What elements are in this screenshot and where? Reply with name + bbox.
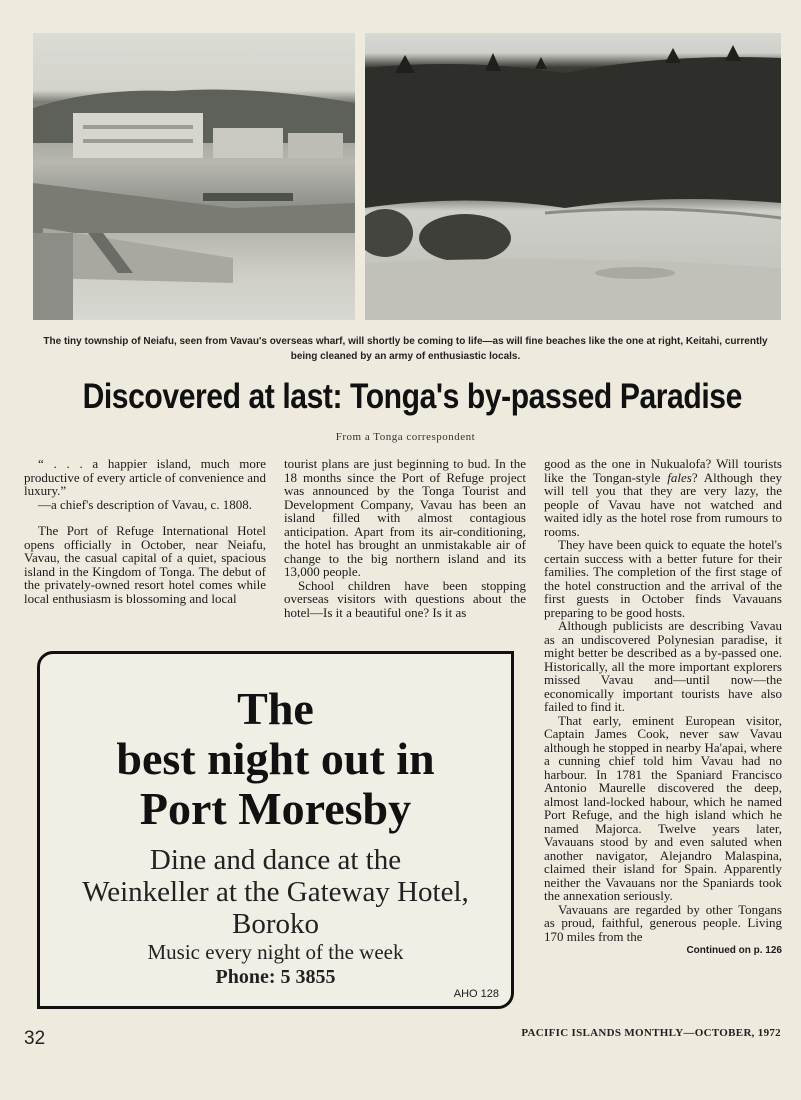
photo-keitahi-beach bbox=[365, 33, 781, 320]
ad-title-line-1: The bbox=[237, 683, 314, 734]
ad-line-venue: Weinkeller at the Gateway Hotel, bbox=[82, 876, 469, 908]
article-paragraph: Vavauans are regarded by other Tongans as proud, faithful, generous people. Living 170 miles from the bbox=[544, 901, 782, 944]
byline: From a Tonga correspondent bbox=[335, 431, 476, 443]
headline: Discovered at last: Tonga's by-passed Paradise bbox=[82, 377, 742, 416]
continued-notice: Continued on p. 126 bbox=[686, 945, 782, 956]
article-paragraph: The Port of Refuge International Hotel opens officially in October, near Neiafu, Vavau, the casual capital of a quiet, spacious island in the Kingdom of Tonga. The debut of the privately-owned resort hotel comes while local enthusiasm is blossoming and local bbox=[24, 523, 266, 606]
ad-line-dine: Dine and dance at the bbox=[149, 844, 402, 876]
photo-neiafu-wharf-illustration bbox=[33, 33, 355, 320]
ad-line-music: Music every night of the week bbox=[147, 940, 404, 964]
article-text: ? Although they will tell you that they are very lazy, the people of Vavau have not watched and waited idly as the hotel rose from rumours to rooms. bbox=[544, 469, 782, 539]
ad-title-line-3: Port Moresby bbox=[139, 783, 412, 834]
article-italic-word: fales bbox=[667, 469, 692, 485]
article-column-3 bbox=[544, 457, 782, 958]
advertisement-box bbox=[37, 651, 514, 1009]
page-number: 32 bbox=[24, 1028, 46, 1049]
article-column-1 bbox=[24, 457, 266, 605]
article-column-2 bbox=[284, 457, 526, 619]
ad-title-line-2: best night out in bbox=[116, 733, 435, 784]
photo-keitahi-beach-illustration bbox=[365, 33, 781, 320]
ad-line-location: Boroko bbox=[232, 908, 319, 940]
article-paragraph: Although publicists are describing Vavau as an undiscovered Polynesian paradise, it might better be described as a by-passed one. Historically, all the more important explorers missed Vavau and—until now—the economically important tourists have also failed to find it. bbox=[544, 618, 782, 714]
running-footer: PACIFIC ISLANDS MONTHLY—OCTOBER, 1972 bbox=[521, 1027, 781, 1039]
epigraph-source: —a chief's description of Vavau, c. 1808. bbox=[38, 496, 253, 512]
article-text: good as the one in Nukualofa? Will tourists like the Tongan-style bbox=[544, 456, 782, 485]
ad-phone: Phone: 5 3855 bbox=[215, 966, 336, 988]
article-paragraph: School children have been stopping overseas visitors with questions about the hotel—Is it a beautiful one? Is it as bbox=[284, 577, 526, 620]
article-paragraph: tourist plans are just beginning to bud. In the 18 months since the Port of Refuge project was announced by the Tonga Tourist and Development Company, Vavau has been an island filled with almost contagious anticipation. Apart from its air-conditioning, the hotel has brought an unmistakable air of change to the big northern island and its 13,000 people. bbox=[284, 456, 526, 579]
article-paragraph bbox=[544, 457, 782, 538]
article-paragraph: They have been quick to equate the hotel's certain success with a better future for their families. The completion of the first stage of the hotel construction and the arrival of the first guests in October finds Vavauans preparing to be good hosts. bbox=[544, 537, 782, 620]
photo-caption: The tiny township of Neiafu, seen from Vavau's overseas wharf, will shortly be coming to life—as will fine beaches like the one at right, Keitahi, currently being cleaned by an army of enthusiastic locals. bbox=[43, 336, 768, 362]
ad-code: AHO 128 bbox=[453, 988, 499, 1000]
epigraph-quote: “ . . . a happier island, much more productive of every article of convenience and luxury.” bbox=[24, 456, 266, 498]
photo-neiafu-wharf bbox=[33, 33, 355, 320]
article-paragraph: That early, eminent European visitor, Captain James Cook, never saw Vavau although he stopped in nearby Ha'apai, where a cunning chief told him Vavau had no harbour. In 1781 the Spaniard Francisco Antonio Maurelle discovered the deep, almost land-locked habour, which he named Port Refuge, and the high island which he named Majorca. Twelve years later, Vavauans stood by and even saluted when another navigator, Alejandro Malaspina, claimed their island for Spain. Apparently neither the Vavauans nor the Spaniards took the annexation seriously. bbox=[544, 712, 782, 903]
